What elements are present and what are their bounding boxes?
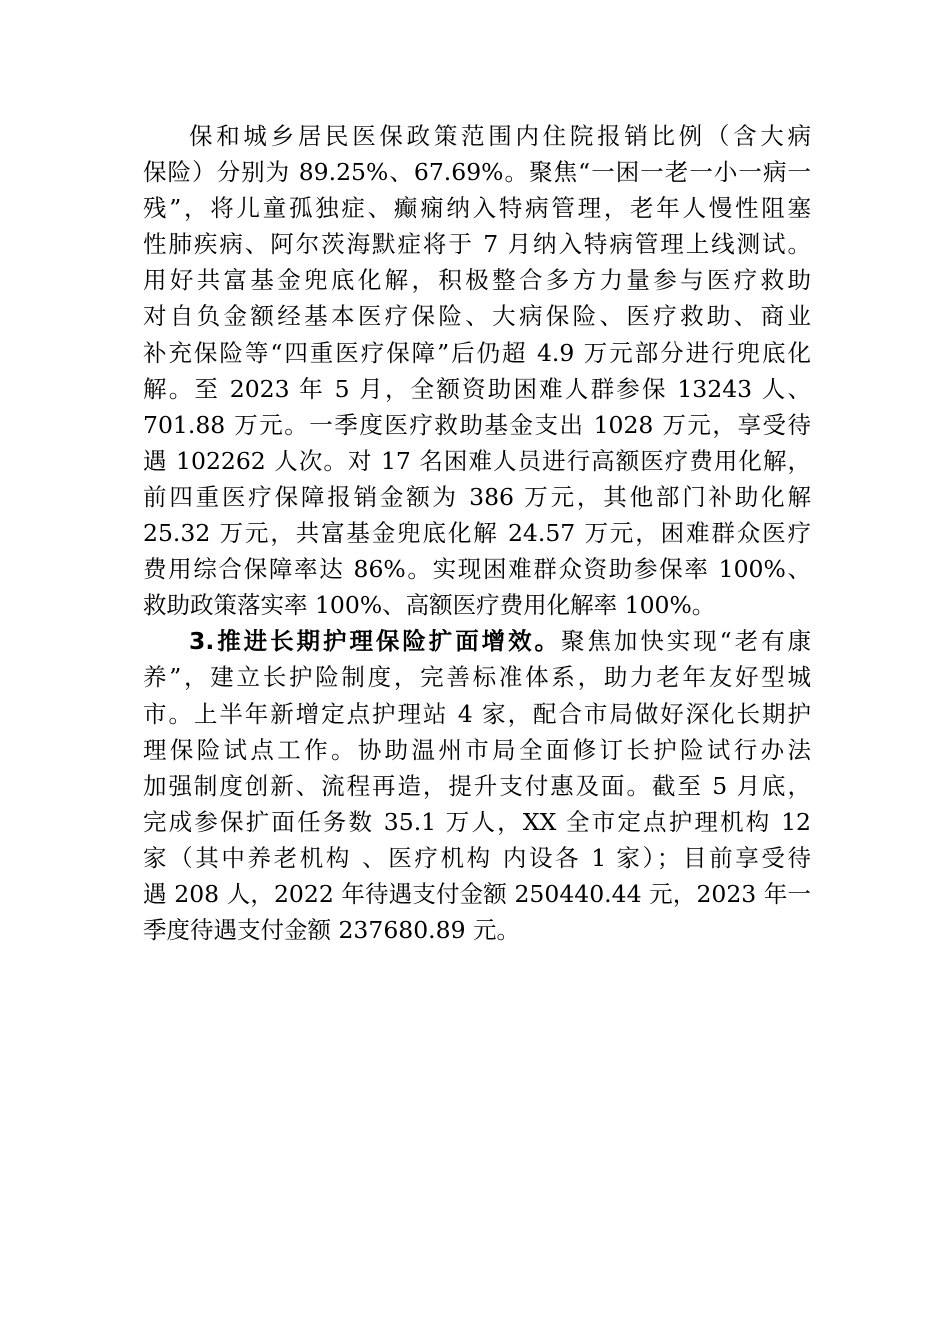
paragraph-line: 季度待遇支付金额 237680.89 元。 (143, 916, 521, 945)
paragraph-line: 解。至 2023 年 5 月，全额资助困难人群参保 13243 人、 (143, 374, 811, 403)
body-text (143, 118, 811, 948)
paragraph-line: 用好共富基金兜底化解，积极整合多方力量参与医疗救助 (143, 266, 811, 295)
paragraph-line: 市。上半年新增定点护理站 4 家，配合市局做好深化长期护 (143, 699, 811, 728)
paragraph-line: 家（其中养老机构 、医疗机构 内设各 1 家）；目前享受待 (143, 843, 811, 872)
paragraph-line: 残”，将儿童孤独症、癫痫纳入特病管理，老年人慢性阻塞 (143, 194, 811, 223)
paragraph-line: 性肺疾病、阿尔茨海默症将于 7 月纳入特病管理上线测试。 (143, 230, 811, 259)
paragraph-line: 费用综合保障率达 86%。实现困难群众资助参保率 100%、 (143, 555, 811, 584)
paragraph-line: 养”，建立长护险制度，完善标准体系，助力老年友好型城 (143, 663, 811, 692)
paragraph-line: 理保险试点工作。协助温州市局全面修订长护险试行办法 (143, 735, 811, 764)
paragraph-line: 遇 208 人，2022 年待遇支付金额 250440.44 元，2023 年一 (143, 879, 811, 908)
paragraph-line: 补充保险等“四重医疗保障”后仍超 4.9 万元部分进行兜底化 (143, 338, 811, 367)
paragraph-line: 前四重医疗保障报销金额为 386 万元，其他部门补助化解 (143, 482, 811, 511)
section-3-first-line-text: 聚焦加快实现“老有康 (561, 627, 812, 656)
paragraph-line: 遇 102262 人次。对 17 名困难人员进行高额医疗费用化解， (143, 446, 811, 475)
paragraph-line: 对自负金额经基本医疗保险、大病保险、医疗救助、商业 (143, 302, 811, 331)
paragraph-line: 加强制度创新、流程再造，提升支付惠及面。截至 5 月底， (143, 771, 811, 800)
paragraph-line: 保和城乡居民医保政策范围内住院报销比例（含大病 (189, 122, 811, 150)
section-3-heading: 3.推进长期护理保险扩面增效。 (189, 627, 561, 656)
paragraph-line: 保险）分别为 89.25%、67.69%。聚焦“一困一老一小一病一 (143, 158, 811, 187)
paragraph-line: 救助政策落实率 100%、高额医疗费用化解率 100%。 (143, 591, 716, 620)
paragraph-line: 25.32 万元，共富基金兜底化解 24.57 万元，困难群众医疗 (143, 519, 811, 548)
paragraph-line: 701.88 万元。一季度医疗救助基金支出 1028 万元，享受待 (143, 410, 811, 439)
paragraph-line: 完成参保扩面任务数 35.1 万人，XX 全市定点护理机构 12 (143, 807, 811, 836)
section-3-first-line (143, 623, 811, 659)
